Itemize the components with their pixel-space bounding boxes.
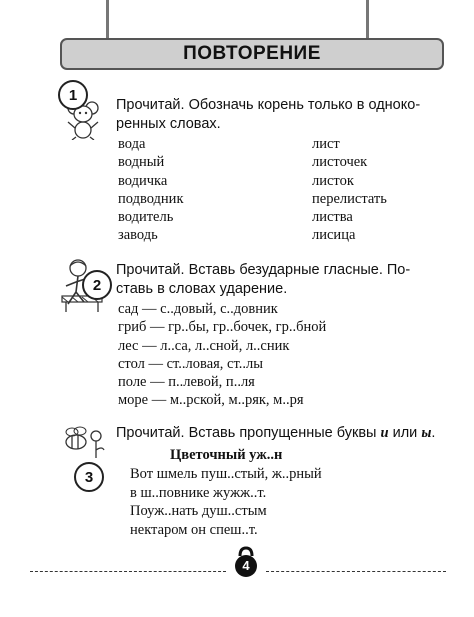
task-1-instruction: Прочитай. Обозначь корень только в одноко-ренных словах.	[116, 97, 421, 132]
word: вода	[118, 136, 146, 152]
poem-title: Цветочный уж..н	[170, 447, 283, 463]
task-1-column-2	[312, 135, 387, 245]
word: подводник	[118, 190, 184, 207]
task-2-instruction: Прочитай. Вставь безударные гласные. По-ставь в словах ударение.	[116, 262, 411, 297]
instruction-or: или	[392, 425, 418, 441]
word: водитель	[118, 209, 174, 226]
binding-line-left	[106, 0, 109, 40]
word: лист	[312, 136, 340, 152]
poem-line: нектаром он спеш..т.	[130, 522, 258, 539]
word: лисица	[312, 227, 356, 244]
footer-divider-right	[266, 571, 446, 572]
poem-line: в ш..повнике жужж..т.	[130, 484, 267, 501]
word: листок	[312, 172, 354, 189]
task-number-3: 3	[74, 462, 104, 492]
word: заводь	[118, 227, 158, 244]
task-3-instruction	[116, 424, 456, 443]
word: листва	[312, 209, 353, 226]
exercise-line: сад — с..довый, с..довник	[118, 301, 278, 317]
word: листочек	[312, 154, 368, 171]
footer-divider-left	[30, 571, 226, 572]
binding-line-right	[366, 0, 369, 40]
instruction-text: Прочитай. Вставь пропущенные буквы	[116, 425, 377, 441]
task-1-column-1	[118, 135, 184, 245]
bee-flower-icon	[58, 422, 108, 460]
period: .	[431, 425, 436, 441]
letter-y: ы	[421, 425, 432, 441]
word: водичка	[118, 172, 168, 189]
exercise-line: лес — л..са, л..сной, л..сник	[118, 337, 290, 354]
exercise-line: поле — п..левой, п..ля	[118, 374, 255, 391]
task-2-lines	[118, 300, 326, 410]
poem-line: Вот шмель пуш..стый, ж..рный	[130, 465, 322, 482]
exercise-line: море — м..рской, м..ряк, м..ря	[118, 392, 304, 409]
word: перелистать	[312, 190, 387, 207]
letter-i: и	[380, 425, 389, 441]
poem-line: Поуж..нать душ..стым	[130, 503, 267, 520]
exercise-line: гриб — гр..бы, гр..бочек, гр..бной	[118, 319, 327, 336]
word: водный	[118, 154, 165, 171]
poem	[130, 446, 322, 540]
task-number-1: 1	[58, 80, 88, 110]
task-number-2: 2	[82, 270, 112, 300]
exercise-line: стол — ст..ловая, ст..лы	[118, 355, 263, 372]
page-number: 4	[242, 558, 250, 573]
page-title: ПОВТОРЕНИЕ	[60, 38, 444, 70]
